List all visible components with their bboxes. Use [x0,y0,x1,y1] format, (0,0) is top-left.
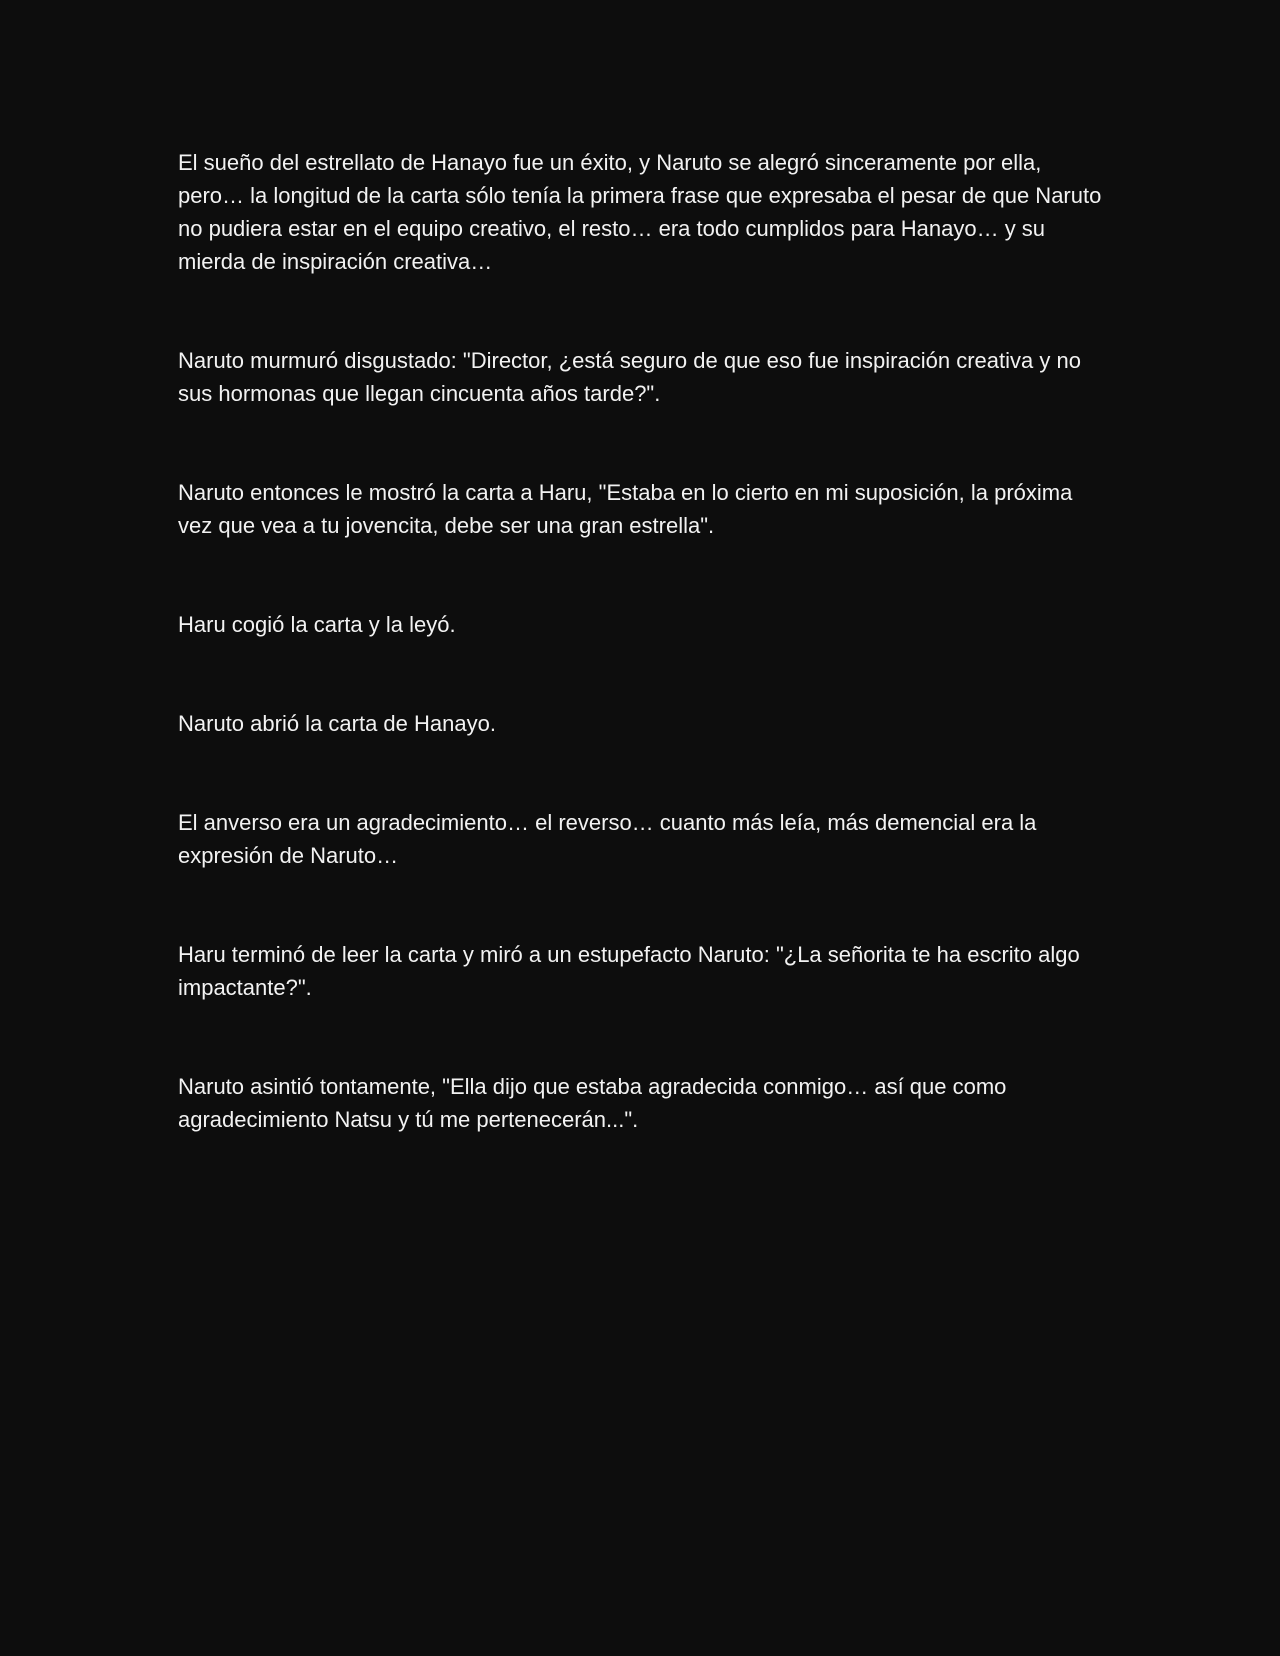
paragraph-2: Naruto murmuró disgustado: "Director, ¿está seguro de que eso fue inspiración creativa y no sus hormonas que llegan cincuenta años tarde?". [178,348,1081,406]
paragraph-3: Naruto entonces le mostró la carta a Haru, "Estaba en lo cierto en mi suposición, la próxima vez que vea a tu jovencita, debe ser una gran estrella". [178,480,1073,538]
paragraph-7: Haru terminó de leer la carta y miró a un estupefacto Naruto: "¿La señorita te ha escrito algo impactante?". [178,942,1080,1000]
paragraph-4: Haru cogió la carta y la leyó. [178,612,456,637]
paragraph-6: El anverso era un agradecimiento… el reverso… cuanto más leía, más demencial era la expresión de Naruto… [178,810,1037,868]
document-body [178,146,1108,1202]
paragraph-5: Naruto abrió la carta de Hanayo. [178,711,496,736]
paragraph-8: Naruto asintió tontamente, "Ella dijo que estaba agradecida conmigo… así que como agradecimiento Natsu y tú me pertenecerán...". [178,1074,1007,1132]
paragraph-1: El sueño del estrellato de Hanayo fue un éxito, y Naruto se alegró sinceramente por ella, pero… la longitud de la carta sólo tenía la primera frase que expresaba el pesar de que Naruto no pudiera estar en el equipo creativo, el resto… era todo cumplidos para Hanayo… y su mierda de inspiración creativa… [178,150,1102,274]
